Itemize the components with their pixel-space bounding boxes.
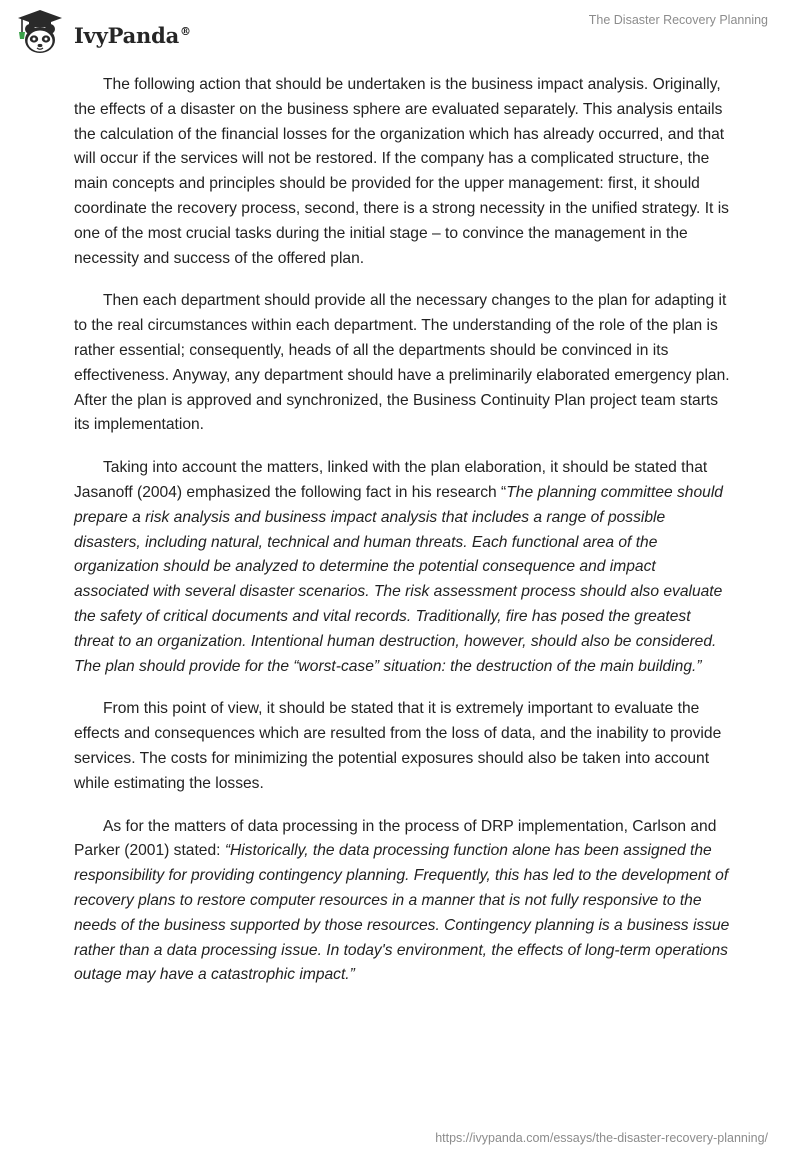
essay-body	[74, 73, 734, 1006]
paragraph-4	[74, 697, 734, 796]
paragraph-2-text: Then each department should provide all the necessary changes to the plan for adapting it to the real circumstances within each department. The understanding of the role of the plan is rather essential; consequently, heads of all the departments should be convinced in its effectiveness. Anyway, any department should have a preliminarily elaborated emergency plan. After the plan is approved and synchronized, the Business Continuity Plan project team starts its implementation.	[74, 292, 730, 434]
page-header	[0, 0, 800, 64]
jasanoff-quote: The planning committee should prepare a risk analysis and business impact analysis that includes a range of possible disasters, including natural, technical and human threats. Each functional area of the organization should be analyzed to determine the potential consequence and impact associated with several disaster scenarios. The risk assessment process should also evaluate the safety of critical documents and vital records. Traditionally, fire has posed the greatest threat to an organization. Intentional human destruction, however, should also be considered. The plan should provide for the “worst-case” situation: the destruction of the main building.”	[74, 483, 723, 675]
source-url[interactable]: https://ivypanda.com/essays/the-disaster-recovery-planning/	[435, 1131, 768, 1145]
paragraph-4-text: From this point of view, it should be stated that it is extremely important to evaluate the effects and consequences which are resulted from the loss of data, and the inability to provide services. The costs for minimizing the potential exposures should also be taken into account while estimating the losses.	[74, 700, 722, 792]
paragraph-3	[74, 456, 734, 679]
paragraph-5	[74, 815, 734, 989]
panda-graduate-logo-icon	[14, 8, 66, 56]
paragraph-1-text: The following action that should be undertaken is the business impact analysis. Originally, the effects of a disaster on the business sphere are evaluated separately. This analysis entails the calculation of the financial losses for the organization which has already occurred, and that will occur if the services will not be restored. If the company has a complicated structure, the main concepts and principles should be provided for the upper management: first, it should coordinate the recovery process, second, there is a strong necessity in the unified strategy. It is one of the most crucial tasks during the initial stage – to convince the management in the necessity and success of the offered plan.	[74, 76, 729, 267]
paragraph-1	[74, 73, 734, 271]
paragraph-5-text: As for the matters of data processing in the process of DRP implementation, Carlson and Parker (2001) stated:	[74, 817, 717, 860]
carlson-parker-quote: “Historically, the data processing function alone has been assigned the responsibility for providing contingency planning. Frequently, this has led to the development of recovery plans to restore computer resources in a manner that is not fully responsive to the needs of the business supported by those resources. Contingency planning is a business issue rather than a data processing issue. In today's environment, the effects of long-term operations outage may have a catastrophic impact.”	[74, 842, 730, 984]
paragraph-2	[74, 289, 734, 438]
paragraph-3-text: Taking into account the matters, linked with the plan elaboration, it should be stated that Jasanoff (2004) emphasized the following fact in his research “	[74, 459, 708, 501]
brand-name: IvyPanda®	[74, 22, 191, 48]
brand-logo[interactable]	[14, 8, 191, 56]
document-title: The Disaster Recovery Planning	[588, 13, 768, 27]
